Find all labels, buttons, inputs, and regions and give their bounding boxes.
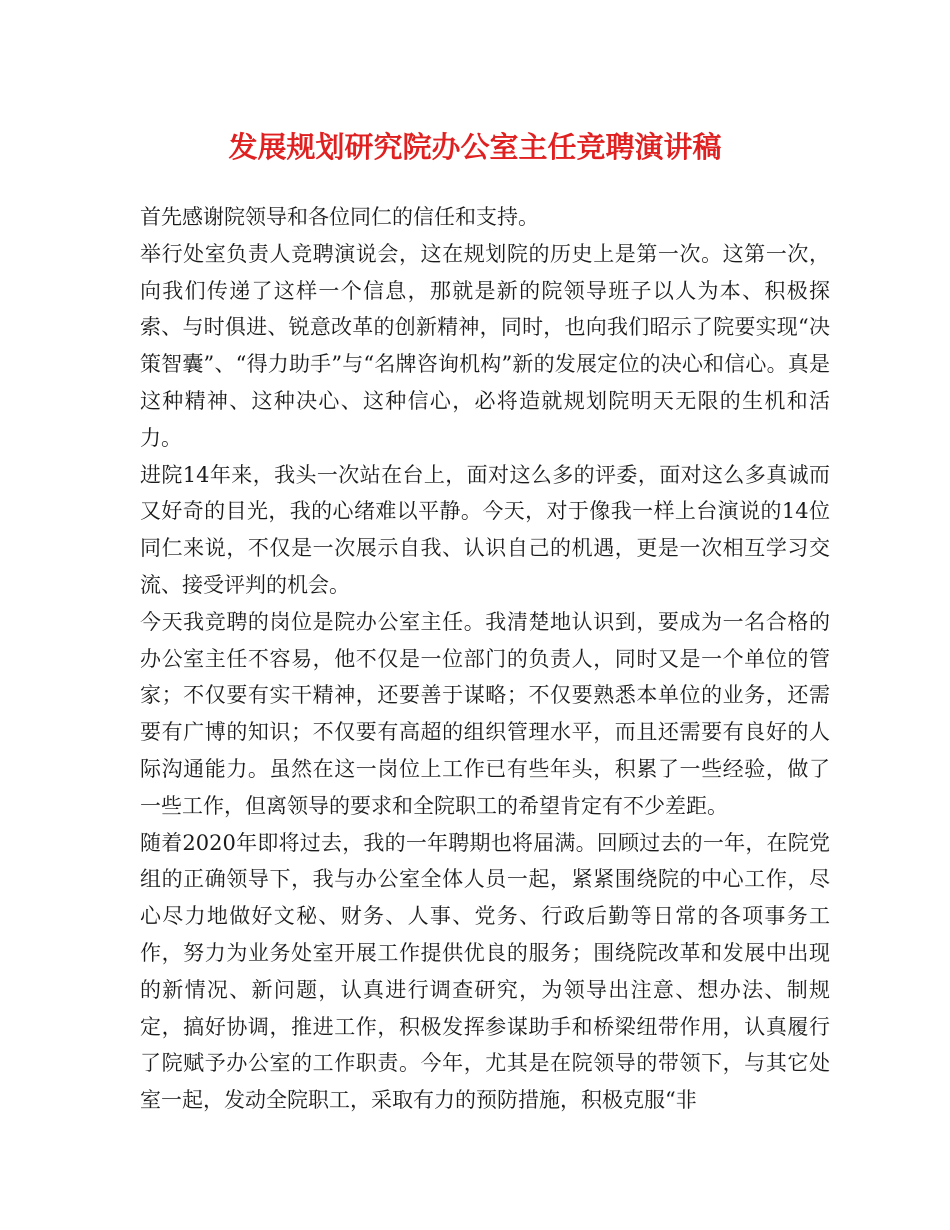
paragraph-4: 今天我竞聘的岗位是院办公室主任。我清楚地认识到，要成为一名合格的办公室主任不容易，他不仅是一位部门的负责人，同时又是一个单位的管家；不仅要有实干精神，还要善于谋略；不仅要熟悉本单位的业务，还需要有广博的知识；不仅要有高超的组织管理水平，而且还需要有良好的人际沟通能力。虽然在这一岗位上工作已有些年头，积累了一些经验，做了一些工作，但离领导的要求和全院职工的希望肯定有不少差距。	[140, 609, 830, 818]
paragraph-1: 首先感谢院领导和各位同仁的信任和支持。	[140, 205, 539, 229]
document-body	[140, 199, 830, 1119]
paragraph-2: 举行处室负责人竞聘演说会，这在规划院的历史上是第一次。这第一次，向我们传递了这样一个信息，那就是新的院领导班子以人为本、积极探索、与时俱进、锐意改革的创新精神，同时，也向我们昭示了院要实现“决策智囊”、“得力助手”与“名牌咨询机构”新的发展定位的决心和信心。真是这种精神、这种决心、这种信心，必将造就规划院明天无限的生机和活力。	[140, 241, 830, 450]
paragraph-3: 进院14年来，我头一次站在台上，面对这么多的评委，面对这么多真诚而又好奇的目光，我的心绪难以平静。今天，对于像我一样上台演说的14位同仁来说，不仅是一次展示自我、认识自己的机遇，更是一次相互学习交流、接受评判的机会。	[140, 462, 830, 597]
paragraph-5: 随着2020年即将过去，我的一年聘期也将届满。回顾过去的一年，在院党组的正确领导下，我与办公室全体人员一起，紧紧围绕院的中心工作，尽心尽力地做好文秘、财务、人事、党务、行政后勤等日常的各项事务工作，努力为业务处室开展工作提供优良的服务；围绕院改革和发展中出现的新情况、新问题，认真进行调查研究，为领导出注意、想办法、制规定，搞好协调，推进工作，积极发挥参谋助手和桥梁纽带作用，认真履行了院赋予办公室的工作职责。今年，尤其是在院领导的带领下，与其它处室一起，发动全院职工，采取有力的预防措施，积极克服“非	[140, 830, 830, 1113]
document-title: 发展规划研究院办公室主任竞聘演讲稿	[228, 130, 722, 164]
